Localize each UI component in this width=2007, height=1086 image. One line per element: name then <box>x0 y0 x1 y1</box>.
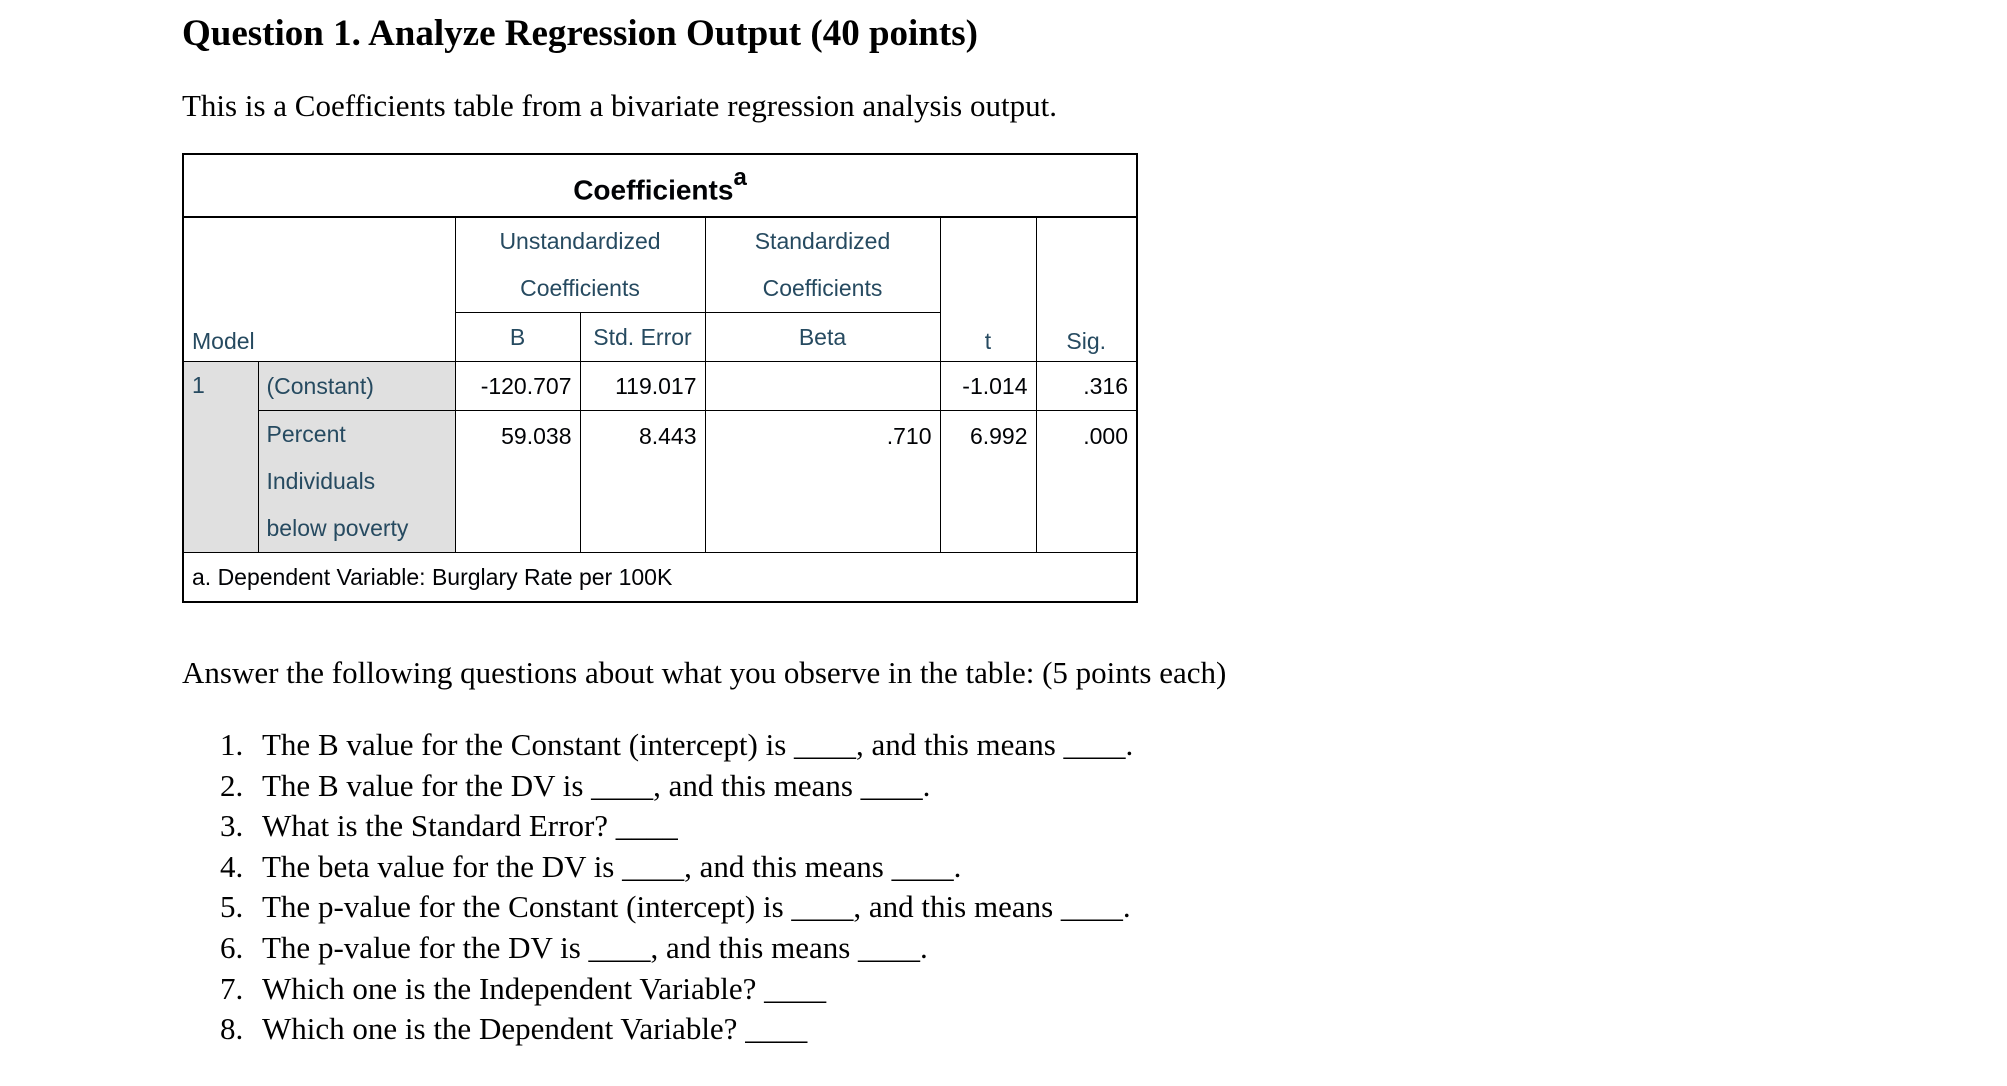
column-header-beta: Beta <box>705 313 940 362</box>
group-header-standardized-line1: Standardized <box>754 228 891 254</box>
column-header-std-error: Std. Error <box>580 313 705 362</box>
column-header-model: Model <box>183 217 455 362</box>
list-item <box>220 928 1133 969</box>
group-header-unstandardized-line1: Unstandardized <box>499 228 661 254</box>
cell-sig-constant: .316 <box>1036 362 1137 411</box>
column-header-b: B <box>455 313 580 362</box>
question-text: Which one is the Independent Variable? ____ <box>262 970 827 1006</box>
list-item <box>220 725 1133 766</box>
question-title: Question 1. Analyze Regression Output (40 points) <box>182 13 978 54</box>
cell-b-constant: -120.707 <box>455 362 580 411</box>
question-text: The B value for the DV is ____, and this means ____. <box>262 767 931 803</box>
table-row <box>183 411 1137 553</box>
table-footnote: a. Dependent Variable: Burglary Rate per 100K <box>183 553 1137 603</box>
table-caption-row <box>183 154 1137 217</box>
question-text: Which one is the Dependent Variable? ____ <box>262 1011 808 1047</box>
question-number: 2. <box>220 767 244 803</box>
question-number: 5. <box>220 889 244 925</box>
answers-intro: Answer the following questions about what you observe in the table: (5 points each) <box>182 655 1227 690</box>
list-item <box>220 806 1133 847</box>
question-text: The beta value for the DV is ____, and this means ____. <box>262 848 962 884</box>
question-number: 6. <box>220 929 244 965</box>
row-label-line3: below poverty <box>266 515 409 541</box>
row-label-line1: Percent <box>266 421 346 447</box>
question-number: 4. <box>220 848 244 884</box>
list-item <box>220 1009 1133 1050</box>
list-item <box>220 847 1133 888</box>
cell-beta-constant <box>705 362 940 411</box>
list-item <box>220 969 1133 1010</box>
question-number: 3. <box>220 808 244 844</box>
question-text: The p-value for the Constant (intercept) is ____, and this means ____. <box>262 889 1131 925</box>
cell-t-poverty: 6.992 <box>940 411 1036 553</box>
column-header-sig: Sig. <box>1036 217 1137 362</box>
row-label-constant: (Constant) <box>258 362 455 411</box>
table-caption-text: Coefficients <box>573 174 734 206</box>
question-text: The p-value for the DV is ____, and this means ____. <box>262 929 928 965</box>
group-header-row <box>183 217 1137 313</box>
intro-text: This is a Coefficients table from a bivariate regression analysis output. <box>182 88 1057 123</box>
group-header-unstandardized <box>455 217 705 313</box>
list-item <box>220 766 1133 807</box>
question-text: What is the Standard Error? ____ <box>262 808 678 844</box>
model-number: 1 <box>183 362 258 553</box>
question-number: 7. <box>220 970 244 1006</box>
cell-sig-poverty: .000 <box>1036 411 1137 553</box>
group-header-standardized-line2: Coefficients <box>762 275 883 301</box>
column-header-t: t <box>940 217 1036 362</box>
question-number: 8. <box>220 1011 244 1047</box>
question-text: The B value for the Constant (intercept) is ____, and this means ____. <box>262 727 1134 762</box>
list-item <box>220 887 1133 928</box>
table-caption <box>183 154 1137 217</box>
cell-b-poverty: 59.038 <box>455 411 580 553</box>
row-label-line2: Individuals <box>266 468 376 494</box>
question-number: 1. <box>220 727 244 762</box>
table-footnote-row <box>183 553 1137 603</box>
cell-t-constant: -1.014 <box>940 362 1036 411</box>
group-header-standardized <box>705 217 940 313</box>
cell-std-error-poverty: 8.443 <box>580 411 705 553</box>
group-header-unstandardized-line2: Coefficients <box>520 275 640 301</box>
cell-std-error-constant: 119.017 <box>580 362 705 411</box>
table-caption-superscript: a <box>733 164 747 192</box>
question-list <box>220 725 1133 1050</box>
table-row <box>183 362 1137 411</box>
coefficients-table <box>182 153 1138 603</box>
cell-beta-poverty: .710 <box>705 411 940 553</box>
row-label-percent-below-poverty <box>258 411 455 553</box>
